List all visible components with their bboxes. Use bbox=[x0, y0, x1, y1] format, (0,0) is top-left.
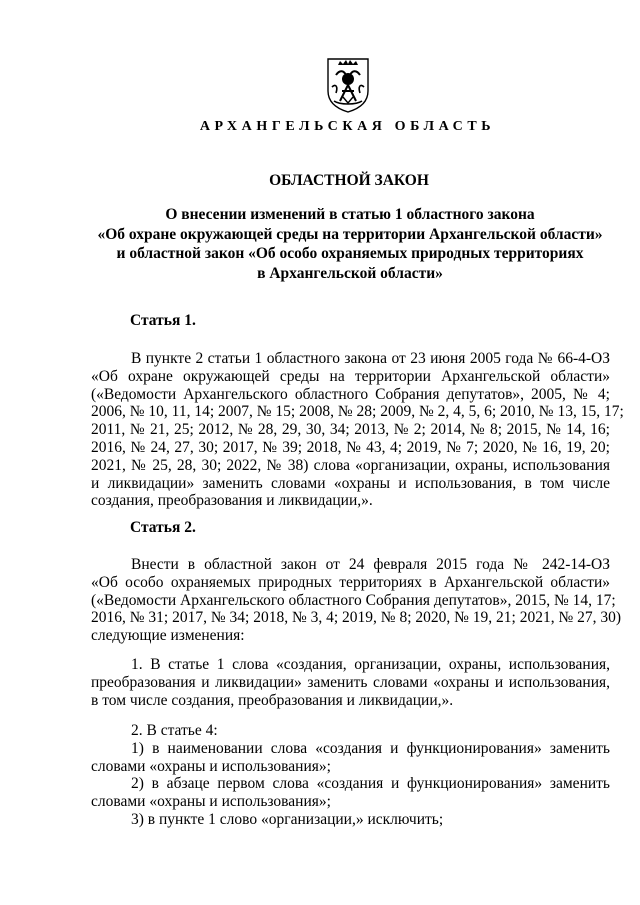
text-line: «Об охране окружающей среды на территории Архангельской области» bbox=[91, 367, 610, 385]
text-line: 3) в пункте 1 слово «организации,» исключить; bbox=[131, 810, 444, 828]
text-line: 2. В статье 4: bbox=[131, 722, 218, 739]
text-line: 2016, № 31; 2017, № 34; 2018, № 3, 4; 2019, № 8; 2020, № 19, 21; 2021, № 27, 30) bbox=[91, 609, 622, 627]
title-line: О внесении изменений в статью 1 областного закона bbox=[165, 206, 535, 223]
text-line: словами «охраны и использования»; bbox=[91, 793, 331, 811]
document-type: ОБЛАСТНОЙ ЗАКОН bbox=[269, 172, 429, 189]
region-name: АРХАНГЕЛЬСКАЯ ОБЛАСТЬ bbox=[199, 119, 496, 134]
title-line: «Об охране окружающей среды на территории Архангельской области» bbox=[97, 225, 603, 243]
article-2-heading: Статья 2. bbox=[130, 519, 196, 536]
text-line: 1) в наименовании слова «создания и функционирования» заменить bbox=[131, 739, 610, 757]
text-line: 2) в абзаце первом слова «создания и функционирования» заменить bbox=[131, 775, 610, 793]
text-line: 2011, № 21, 25; 2012, № 28, 29, 30, 34; 2013, № 2; 2014, № 8; 2015, № 14, 16; bbox=[91, 421, 610, 439]
text-line: Внести в областной закон от 24 февраля 2015 года № 242-14-ОЗ bbox=[131, 556, 610, 573]
text-line: преобразования и ликвидации» заменить словами «охраны и использования, bbox=[91, 673, 610, 691]
text-line: создания, преобразования и ликвидации,». bbox=[91, 492, 373, 510]
text-line: («Ведомости Архангельского областного Собрания депутатов», 2015, № 14, 17; bbox=[91, 591, 616, 609]
title-line: в Архангельской области» bbox=[257, 264, 443, 282]
coat-of-arms-emblem bbox=[326, 57, 370, 113]
article-2-item-1 bbox=[91, 656, 610, 709]
article-2-intro bbox=[91, 556, 622, 645]
article-1-text bbox=[91, 350, 624, 510]
text-line: 1. В статье 1 слова «создания, организации, охраны, использования, bbox=[131, 656, 610, 673]
text-line: 2021, № 25, 28, 30; 2022, № 38) слова «организации, охраны, использования bbox=[91, 456, 610, 474]
text-line: («Ведомости Архангельского областного Собрания депутатов», 2005, № 4; bbox=[91, 385, 610, 403]
text-line: В пункте 2 статьи 1 областного закона от 23 июня 2005 года № 66-4-ОЗ bbox=[131, 350, 610, 367]
title-line: и областной закон «Об особо охраняемых природных территориях bbox=[116, 245, 584, 263]
text-line: 2006, № 10, 11, 14; 2007, № 15; 2008, № 28; 2009, № 2, 4, 5, 6; 2010, № 13, 15, 17; bbox=[91, 403, 624, 421]
article-2-item-2 bbox=[91, 722, 610, 829]
text-line: следующие изменения: bbox=[91, 627, 245, 645]
document-title bbox=[90, 205, 610, 283]
article-1-heading: Статья 1. bbox=[130, 312, 196, 329]
text-line: 2016, № 24, 27, 30; 2017, № 39; 2018, № 43, 4; 2019, № 7; 2020, № 16, 19, 20; bbox=[91, 438, 610, 456]
text-line: и ликвидации» заменить словами «охраны и использования, в том числе bbox=[91, 474, 610, 492]
text-line: в том числе создания, преобразования и ликвидации,». bbox=[91, 691, 454, 709]
text-line: «Об особо охраняемых природных территориях в Архангельской области» bbox=[91, 573, 610, 591]
text-line: словами «охраны и использования»; bbox=[91, 757, 331, 775]
